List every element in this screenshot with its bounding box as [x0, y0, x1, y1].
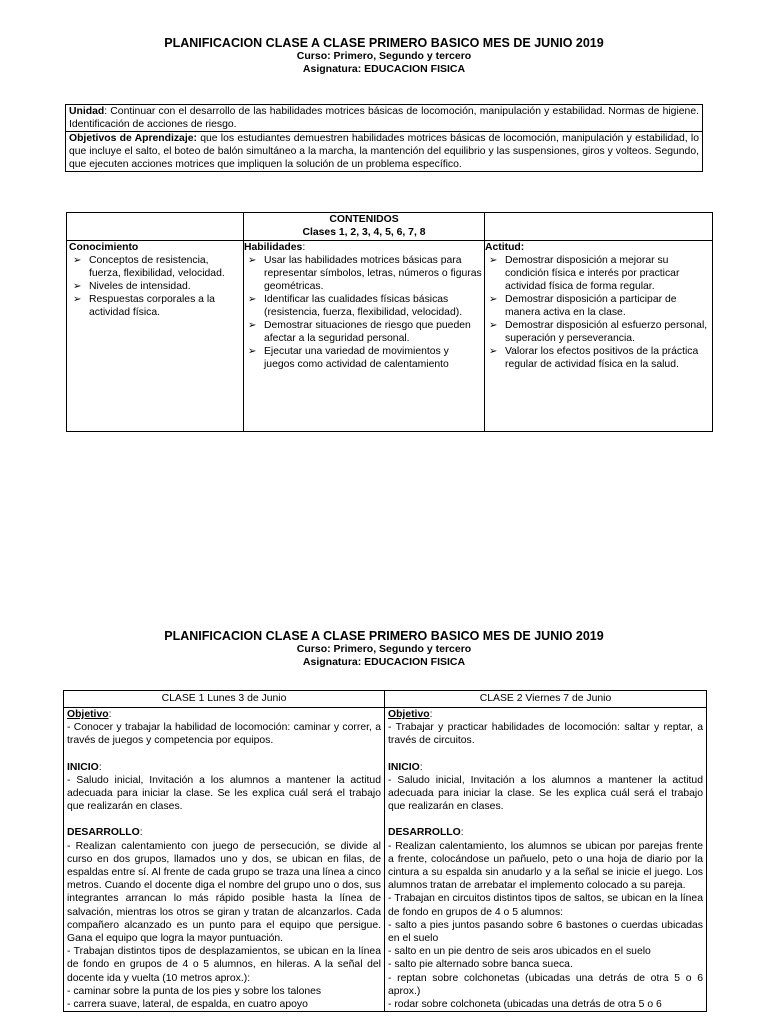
objetivos-label: Objetivos de Aprendizaje:	[69, 133, 197, 144]
clase2-desarrollo-item: - rodar sobre colchoneta (ubicadas una detrás de otra 5 o 6	[388, 999, 662, 1011]
clase2-desarrollo-item: - salto en un pie dentro de seis aros ubicados en el suelo	[388, 946, 651, 958]
clase1-desarrollo-label: DESARROLLO	[67, 827, 140, 839]
unidad-text: : Continuar con el desarrollo de las habilidades motrices básicas de locomoción, manipulación y estabilidad. Normas de higiene. Identificación de acciones de riesgo.	[69, 106, 699, 130]
conocimiento-label: Conocimiento	[69, 242, 139, 253]
contenidos-table	[66, 212, 713, 432]
list-item: ➢ Valorar los efectos positivos de la práctica regular de actividad física en la salud.	[485, 345, 710, 371]
objetivos-row	[66, 131, 702, 171]
clase2-desarrollo-item: - salto a pies juntos pasando sobre 6 bastones o cuerdas ubicadas en el suelo	[388, 919, 703, 945]
contenidos-header-row	[67, 213, 713, 241]
conocimiento-list	[69, 254, 241, 319]
list-item: ➢ Respuestas corporales a la actividad física.	[69, 293, 241, 319]
contenidos-header-empty-right	[485, 213, 713, 241]
curso-line: Curso: Primero, Segundo y tercero	[296, 50, 472, 62]
clase1-title: CLASE 1 Lunes 3 de Junio	[64, 691, 385, 708]
list-item: ➢ Demostrar disposición al esfuerzo personal, superación y perseverancia.	[485, 319, 710, 345]
clase1-objetivo-label: Objetivo	[67, 709, 109, 720]
asignatura-line: Asignatura: EDUCACION FISICA	[302, 63, 466, 75]
clase2-objetivo-label: Objetivo	[388, 709, 430, 720]
clase2-cell: Objetivo: - Trabajar y practicar habilidades de locomoción: saltar y reptar, a través de circuitos. INICIO: - Saludo inicial, Invitación a los alumnos a mantener la actitud adecuada para iniciar la clase. Se les explica cuál será el trabajo que realizarán en clases. DESARROLLO: - Realizan calentamiento, los alumnos se ubican por parejas frente a frente, colocándose un pañuelo, peto o una hoja de diario por la cintura a su espalda sin anudarlo y a la señal se inicie el juego. Los alumnos tratan de arrebatar el implemento colocado a su pareja. - Trabajan en circuitos distintos tipos de saltos, se ubican en la línea de fondo en grupos de 4 o 5 alumnos: - salto a pies juntos pasando sobre 6 bastones o cuerdas ubicadas en el suelo - salto en un pie dentro de seis aros ubicados en el suelo - salto pie alternado sobre banca sueca. - reptan sobre colchonetas (ubicadas una detrás de otra 5 o 6 aprox.) - rodar sobre colchoneta (ubicadas una detrás de otra 5 o 6	[385, 708, 707, 1012]
clase1-inicio: - Saludo inicial, Invitación a los alumnos a mantener la actitud adecuada para iniciar la clase. Se les explica cuál será el trabajo que realizarán en clases.	[67, 774, 381, 813]
list-item: ➢ Demostrar situaciones de riesgo que pueden afectar a la seguridad personal.	[244, 319, 482, 345]
list-item: ➢ Ejecutar una variedad de movimientos y juegos como actividad de calentamiento	[244, 345, 482, 371]
clase1-desarrollo-item: - carrera suave, lateral, de espalda, en cuatro apoyo	[67, 999, 308, 1011]
unidad-label: Unidad	[69, 106, 105, 117]
clases-table	[63, 690, 707, 1012]
contenidos-title: CONTENIDOS	[329, 214, 399, 225]
clase2-inicio: - Saludo inicial, Invitación a los alumnos a mantener la actitud adecuada para iniciar la clase. Se les explica cuál será el trabajo que realizarán en clases.	[388, 774, 703, 813]
document-header-2	[0, 630, 768, 669]
clase2-desarrollo-item: - Realizan calentamiento, los alumnos se ubican por parejas frente a frente, colocándose un pañuelo, peto o una hoja de diario por la cintura a su espalda sin anudarlo y a la señal se inicie el juego. Los alumnos tratan de arrebatar el implemento colocado a su pareja.	[388, 840, 703, 892]
actitud-label: Actitud:	[485, 242, 525, 253]
document-header-1	[0, 37, 768, 76]
unidad-row	[66, 105, 702, 131]
clase1-desarrollo-item: - Trabajan distintos tipos de desplazamientos, se ubican en la línea de fondo en grupos de 4 o 5 alumnos, en hileras. A la señal del docente ida y vuelta (10 metros aprox.):	[67, 946, 381, 984]
contenidos-header-empty-left	[67, 213, 244, 241]
curso-line-2: Curso: Primero, Segundo y tercero	[296, 643, 472, 655]
list-item: ➢ Demostrar disposición a participar de manera activa en la clase.	[485, 293, 710, 319]
contenidos-header	[244, 213, 485, 241]
clase1-desarrollo-item: - caminar sobre la punta de los pies y sobre los talones	[67, 985, 322, 997]
clase1-inicio-label: INICIO	[67, 761, 99, 773]
page-title: PLANIFICACION CLASE A CLASE PRIMERO BASICO MES DE JUNIO 2019	[164, 36, 604, 50]
page-title-2: PLANIFICACION CLASE A CLASE PRIMERO BASICO MES DE JUNIO 2019	[164, 629, 604, 643]
habilidades-label: Habilidades	[244, 242, 303, 253]
clases-header-row	[64, 691, 707, 708]
clase2-desarrollo-item: - Trabajan en circuitos distintos tipos de saltos, se ubican en la línea de fondo en grupos de 4 o 5 alumnos:	[388, 893, 703, 918]
habilidades-list	[244, 254, 482, 371]
clase2-title: CLASE 2 Viernes 7 de Junio	[385, 691, 707, 708]
objetivos-text: que los estudiantes demuestren habilidades motrices básicas de locomoción, manipulación y estabilidad, lo que incluye el salto, el boteo de balón simultáneo a la marcha, la mantención del equilibrio y las suspensiones, giros y volteos. Segundo, que ejecuten acciones motrices que impliquen la solución de un problema específico.	[69, 133, 699, 170]
contenidos-clases: Clases 1, 2, 3, 4, 5, 6, 7, 8	[302, 227, 426, 238]
conocimiento-cell	[67, 241, 244, 432]
list-item: ➢ Demostrar disposición a mejorar su condición física e interés por practicar actividad física de forma regular.	[485, 254, 710, 293]
list-item: ➢ Niveles de intensidad.	[69, 280, 241, 293]
actitud-list	[485, 254, 710, 371]
asignatura-line-2: Asignatura: EDUCACION FISICA	[302, 656, 466, 668]
clase2-desarrollo-item: - salto pie alternado sobre banca sueca.	[388, 959, 573, 971]
clase2-desarrollo-item: - reptan sobre colchonetas (ubicadas una detrás de otra 5 o 6 aprox.)	[388, 972, 703, 997]
contenidos-body-row	[67, 241, 713, 432]
clases-body-row	[64, 708, 707, 1012]
unidad-box	[65, 104, 703, 172]
clase2-inicio-label: INICIO	[388, 761, 420, 773]
list-item: ➢ Conceptos de resistencia, fuerza, flexibilidad, velocidad.	[69, 254, 241, 280]
list-item: ➢ Usar las habilidades motrices básicas para representar símbolos, letras, números o figuras geométricas.	[244, 254, 482, 293]
habilidades-cell	[244, 241, 485, 432]
clase2-desarrollo-label: DESARROLLO	[388, 827, 461, 839]
habilidades-suffix: :	[302, 242, 306, 253]
clase1-objetivo: - Conocer y trabajar la habilidad de locomoción: caminar y correr, a través de juegos y competencia por equipos.	[67, 722, 381, 747]
clase1-desarrollo-item: - Realizan calentamiento con juego de persecución, se divide al curso en dos grupos, llamados uno y dos, se ubican en filas, de espaldas entre sí. Al frente de cada grupo se traza una línea a cinco metros. Cuando el docente diga el nombre del grupo uno o dos, sus integrantes arrancan lo más rápido posible hasta la línea de salvación, mientras los otros se giran y tratan de alcanzarlos. Cada compañero alcanzado es un punto para el equipo que persigue. Gana el equipo que logra la mayor puntuación.	[67, 840, 381, 945]
clase2-objetivo: - Trabajar y practicar habilidades de locomoción: saltar y reptar, a través de circuitos.	[388, 722, 703, 747]
actitud-cell	[485, 241, 713, 432]
list-item: ➢ Identificar las cualidades físicas básicas (resistencia, fuerza, flexibilidad, velocidad).	[244, 293, 482, 319]
clase1-cell: Objetivo: - Conocer y trabajar la habilidad de locomoción: caminar y correr, a través de juegos y competencia por equipos. INICIO: - Saludo inicial, Invitación a los alumnos a mantener la actitud adecuada para iniciar la clase. Se les explica cuál será el trabajo que realizarán en clases. DESARROLLO: - Realizan calentamiento con juego de persecución, se divide al curso en dos grupos, llamados uno y dos, se ubican en filas, de espaldas entre sí. Al frente de cada grupo se traza una línea a cinco metros. Cuando el docente diga el nombre del grupo uno o dos, sus integrantes arrancan lo más rápido posible hasta la línea de salvación, mientras los otros se giran y tratan de alcanzarlos. Cada compañero alcanzado es un punto para el equipo que persigue. Gana el equipo que logra la mayor puntuación. - Trabajan distintos tipos de desplazamientos, se ubican en la línea de fondo en grupos de 4 o 5 alumnos, en hileras. A la señal del docente ida y vuelta (10 metros aprox.): - caminar sobre la punta de los pies y sobre los talones - carrera suave, lateral, de espalda, en cuatro apoyo	[64, 708, 385, 1012]
